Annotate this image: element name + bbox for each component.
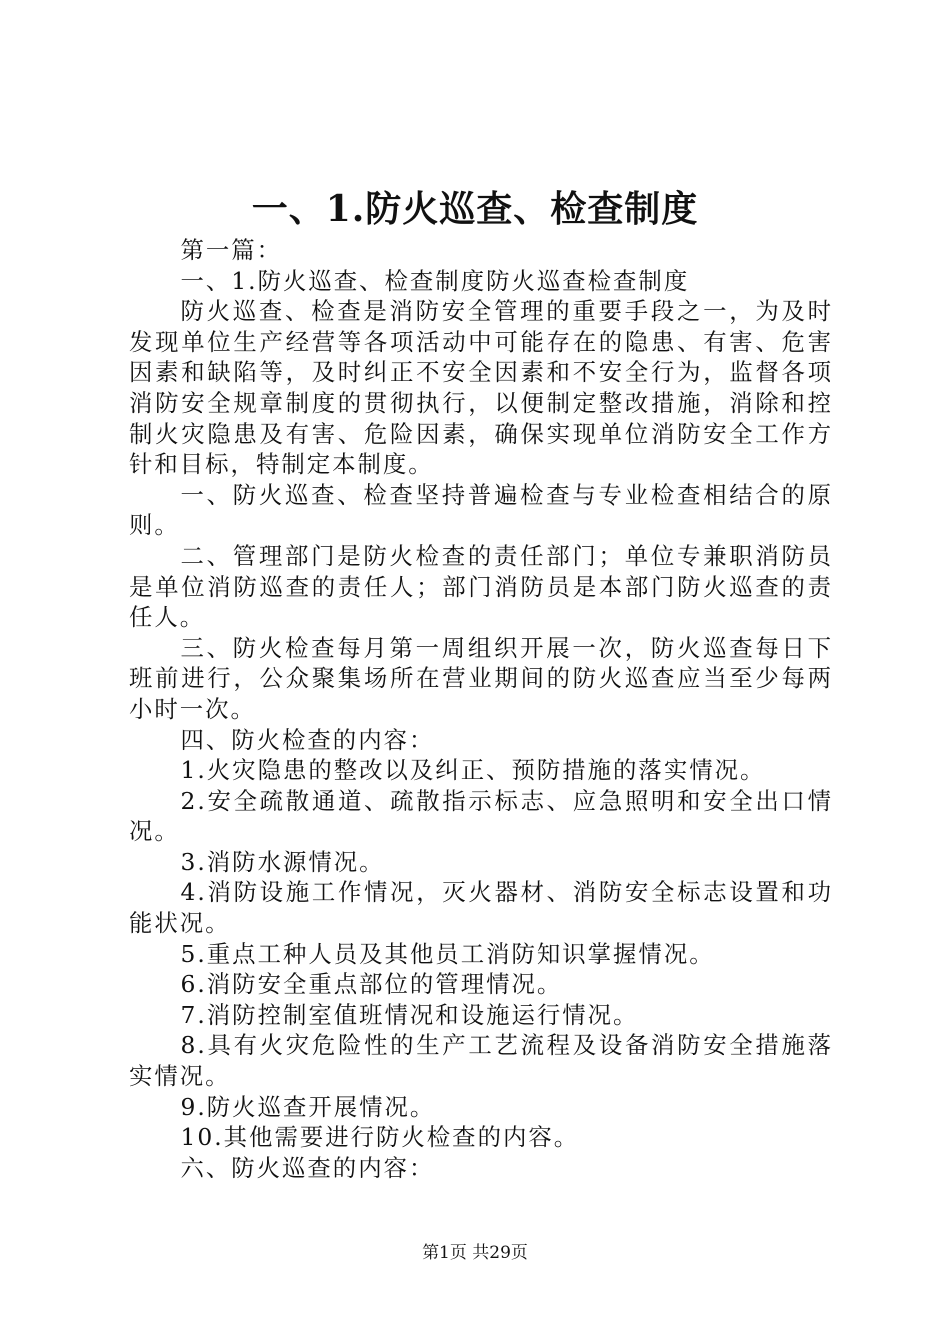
paragraph: 一、防火巡查、检查坚持普遍检查与专业检查相结合的原则。 bbox=[129, 480, 833, 540]
paragraph: 一、1.防火巡查、检查制度防火巡查检查制度 bbox=[180, 266, 690, 295]
paragraph: 六、防火巡查的内容： bbox=[180, 1153, 435, 1182]
paragraph: 第一篇： bbox=[180, 236, 283, 264]
paragraph: 3.消防水源情况。 bbox=[180, 847, 385, 876]
paragraph: 8.具有火灾危险性的生产工艺流程及设备消防安全措施落实情况。 bbox=[129, 1031, 833, 1091]
paragraph: 三、防火检查每月第一周组织开展一次，防火巡查每日下班前进行，公众聚集场所在营业期间的防火巡查应当至少每两小时一次。 bbox=[129, 633, 833, 723]
paragraph: 7.消防控制室值班情况和设施运行情况。 bbox=[180, 1000, 639, 1029]
paragraph: 5.重点工种人员及其他员工消防知识掌握情况。 bbox=[180, 939, 715, 968]
paragraph: 1.火灾隐患的整改以及纠正、预防措施的落实情况。 bbox=[180, 756, 766, 785]
document-title: 一、1.防火巡查、检查制度 bbox=[251, 188, 699, 230]
paragraph: 二、管理部门是防火检查的责任部门；单位专兼职消防员是单位消防巡查的责任人；部门消防员是本部门防火巡查的责任人。 bbox=[129, 541, 833, 632]
paragraph: 4.消防设施工作情况，灭火器材、消防安全标志设置和功能状况。 bbox=[129, 878, 833, 938]
paragraph: 四、防火检查的内容： bbox=[180, 725, 435, 754]
document-body bbox=[129, 235, 833, 1183]
paragraph: 10.其他需要进行防火检查的内容。 bbox=[180, 1123, 580, 1152]
paragraph: 9.防火巡查开展情况。 bbox=[180, 1092, 436, 1121]
paragraph: 2.安全疏散通道、疏散指示标志、应急照明和安全出口情况。 bbox=[129, 786, 833, 846]
page-footer: 第1页 共29页 bbox=[422, 1243, 528, 1263]
paragraph: 防火巡查、检查是消防安全管理的重要手段之一，为及时发现单位生产经营等各项活动中可能存在的隐患、有害、危害因素和缺陷等，及时纠正不安全因素和不安全行为，监督各项消防安全规章制度的贯彻执行，以便制定整改措施，消除和控制火灾隐患及有害、危险因素，确保实现单位消防安全工作方针和目标，特制定本制度。 bbox=[129, 297, 833, 479]
paragraph: 6.消防安全重点部位的管理情况。 bbox=[180, 970, 563, 999]
